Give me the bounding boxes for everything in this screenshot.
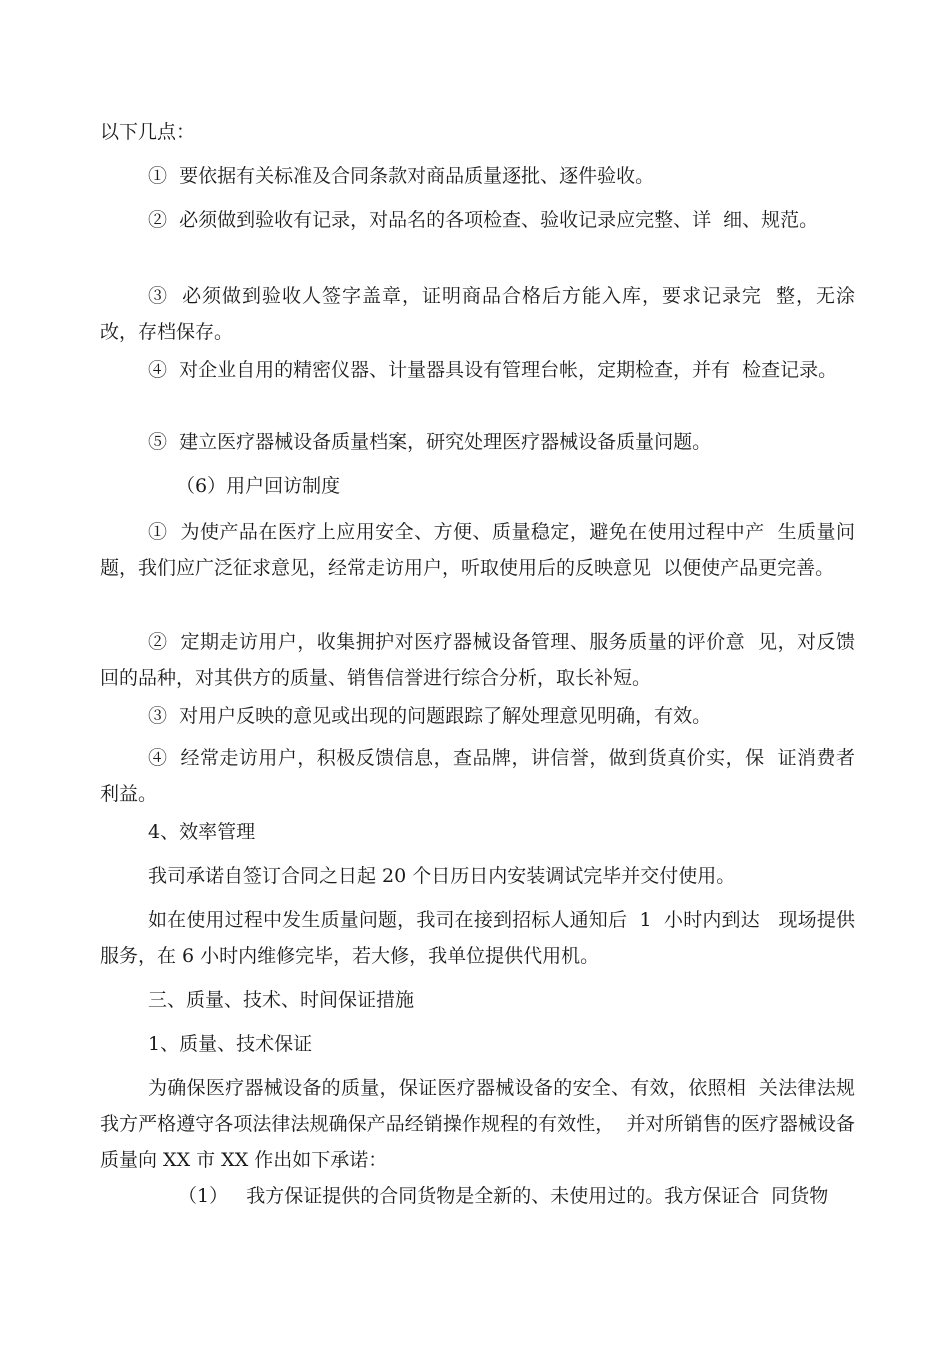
list-item-4: ④ 对企业自用的精密仪器、计量器具设有管理台帐，定期检查，并有 检查记录。	[148, 359, 838, 381]
list-item-guarantee-1: （1） 我方保证提供的合同货物是全新的、未使用过的。我方保证合 同货物	[178, 1185, 829, 1207]
section-heading-user-visits: （6）用户回访制度	[176, 475, 341, 497]
paragraph-commitment: 我司承诺自签订合同之日起 20 个日历日内安装调试完毕并交付使用。	[148, 865, 736, 887]
list-item-visit-2: ② 定期走访用户，收集拥护对医疗器械设备管理、服务质量的评价意 见，对反馈回的品种，对其供方的质量、销售信誉进行综合分析，取长补短。	[100, 631, 855, 689]
paragraph-service: 如在使用过程中发生质量问题，我司在接到招标人通知后 1 小时内到达 现场提供服务，在 6 小时内维修完毕，若大修，我单位提供代用机。	[100, 909, 855, 967]
list-item-3: ③ 必须做到验收人签字盖章，证明商品合格后方能入库，要求记录完 整，无涂改，存档保存。	[100, 285, 855, 343]
paragraph-intro: 以下几点：	[100, 121, 196, 143]
list-item-visit-1: ① 为使产品在医疗上应用安全、方便、质量稳定，避免在使用过程中产 生质量问题，我们应广泛征求意见，经常走访用户，听取使用后的反映意见 以便使产品更完善。	[100, 521, 855, 579]
section-heading-efficiency: 4、效率管理	[148, 821, 256, 843]
list-item-1: ① 要依据有关标准及合同条款对商品质量逐批、逐件验收。	[148, 165, 655, 187]
list-item-visit-4: ④ 经常走访用户，积极反馈信息，查品牌，讲信誉，做到货真价实，保 证消费者利益。	[100, 747, 855, 805]
list-item-visit-3: ③ 对用户反映的意见或出现的问题跟踪了解处理意见明确，有效。	[148, 705, 712, 727]
paragraph-quality-commitment: 为确保医疗器械设备的质量，保证医疗器械设备的安全、有效，依照相 关法律法规我方严格遵守各项法律法规确保产品经销操作规程的有效性， 并对所销售的医疗器械设备质量向 XX 市 XX 作出如下承诺：	[100, 1077, 855, 1171]
section-heading-guarantees: 三、质量、技术、时间保证措施	[148, 989, 415, 1011]
list-item-5: ⑤ 建立医疗器械设备质量档案，研究处理医疗器械设备质量问题。	[148, 431, 712, 453]
section-heading-quality-tech: 1、质量、技术保证	[148, 1033, 313, 1055]
list-item-2: ② 必须做到验收有记录，对品名的各项检查、验收记录应完整、详 细、规范。	[148, 209, 819, 231]
